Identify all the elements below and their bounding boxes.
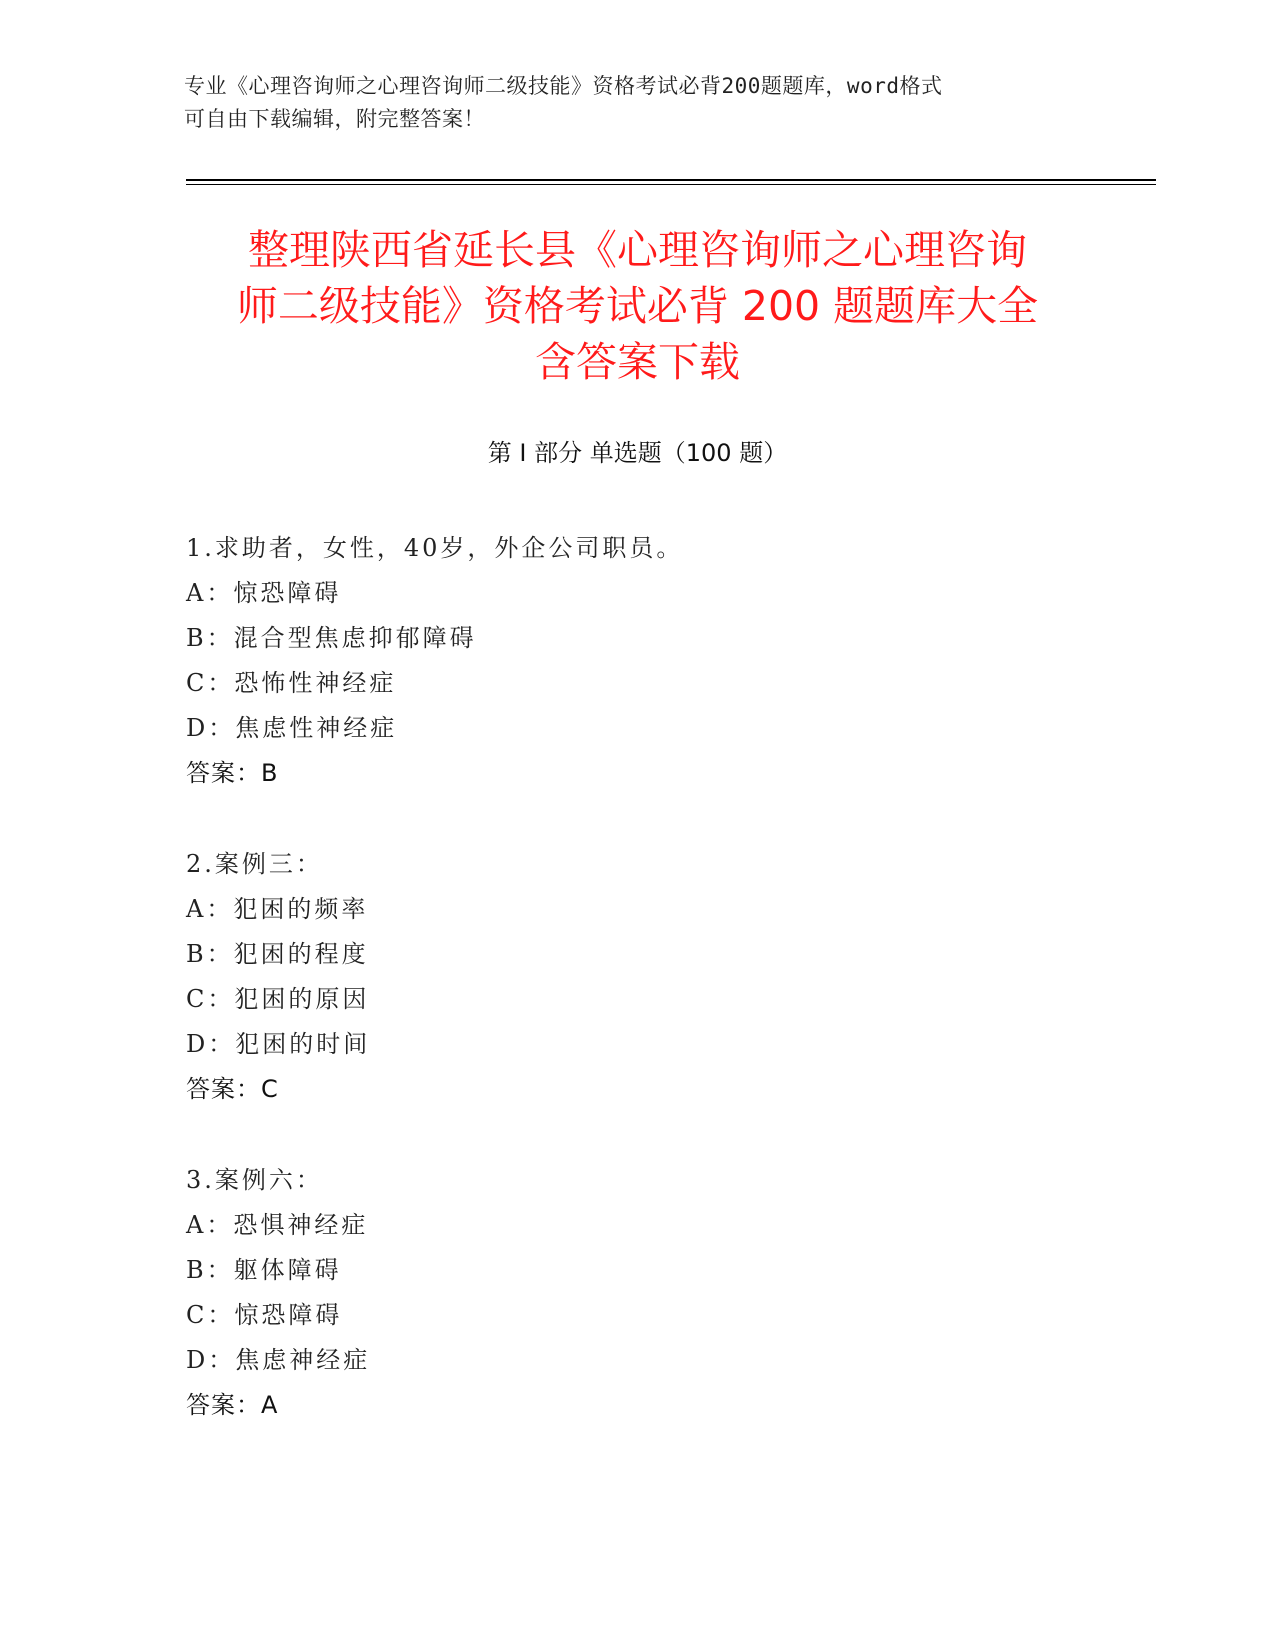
- document-title: [150, 222, 1125, 390]
- option-a: A：恐惧神经症: [186, 1211, 369, 1239]
- question-stem: 1.求助者，女性，40岁，外企公司职员。: [186, 534, 684, 562]
- option-b: B：混合型焦虑抑郁障碍: [186, 624, 477, 652]
- document-title-line-2: 师二级技能》资格考试必背 200 题题库大全: [236, 282, 1039, 330]
- question-item: [186, 526, 1146, 796]
- question-item: [186, 1158, 1146, 1428]
- question-stem: 3.案例六：: [186, 1166, 323, 1194]
- document-title-line-1: 整理陕西省延长县《心理咨询师之心理咨询: [248, 226, 1027, 274]
- option-b: B：躯体障碍: [186, 1256, 342, 1284]
- option-c: C：恐怖性神经症: [186, 669, 397, 697]
- header-note-line-1: 专业《心理咨询师之心理咨询师二级技能》资格考试必背200题题库，word格式: [184, 74, 943, 98]
- option-c: C：惊恐障碍: [186, 1301, 343, 1329]
- header-note-line-2: 可自由下载编辑，附完整答案！: [184, 107, 485, 131]
- header-divider-thick: [186, 179, 1156, 181]
- option-b: B：犯困的程度: [186, 940, 369, 968]
- question-stem: 2.案例三：: [186, 850, 323, 878]
- option-d: D：焦虑神经症: [186, 1346, 371, 1374]
- section-heading: 第 I 部分 单选题（100 题）: [487, 439, 788, 467]
- question-item: [186, 842, 1146, 1112]
- answer-line: 答案：B: [186, 759, 279, 787]
- option-a: A：犯困的频率: [186, 895, 369, 923]
- option-c: C：犯困的原因: [186, 985, 370, 1013]
- question-list: [186, 526, 1146, 1474]
- document-title-line-3: 含答案下载: [535, 338, 740, 386]
- answer-line: 答案：C: [186, 1075, 279, 1103]
- answer-line: 答案：A: [186, 1391, 279, 1419]
- option-d: D：犯困的时间: [186, 1030, 371, 1058]
- header-note: [184, 70, 1064, 136]
- option-a: A：惊恐障碍: [186, 579, 342, 607]
- option-d: D：焦虑性神经症: [186, 714, 398, 742]
- header-divider-thin: [186, 184, 1156, 185]
